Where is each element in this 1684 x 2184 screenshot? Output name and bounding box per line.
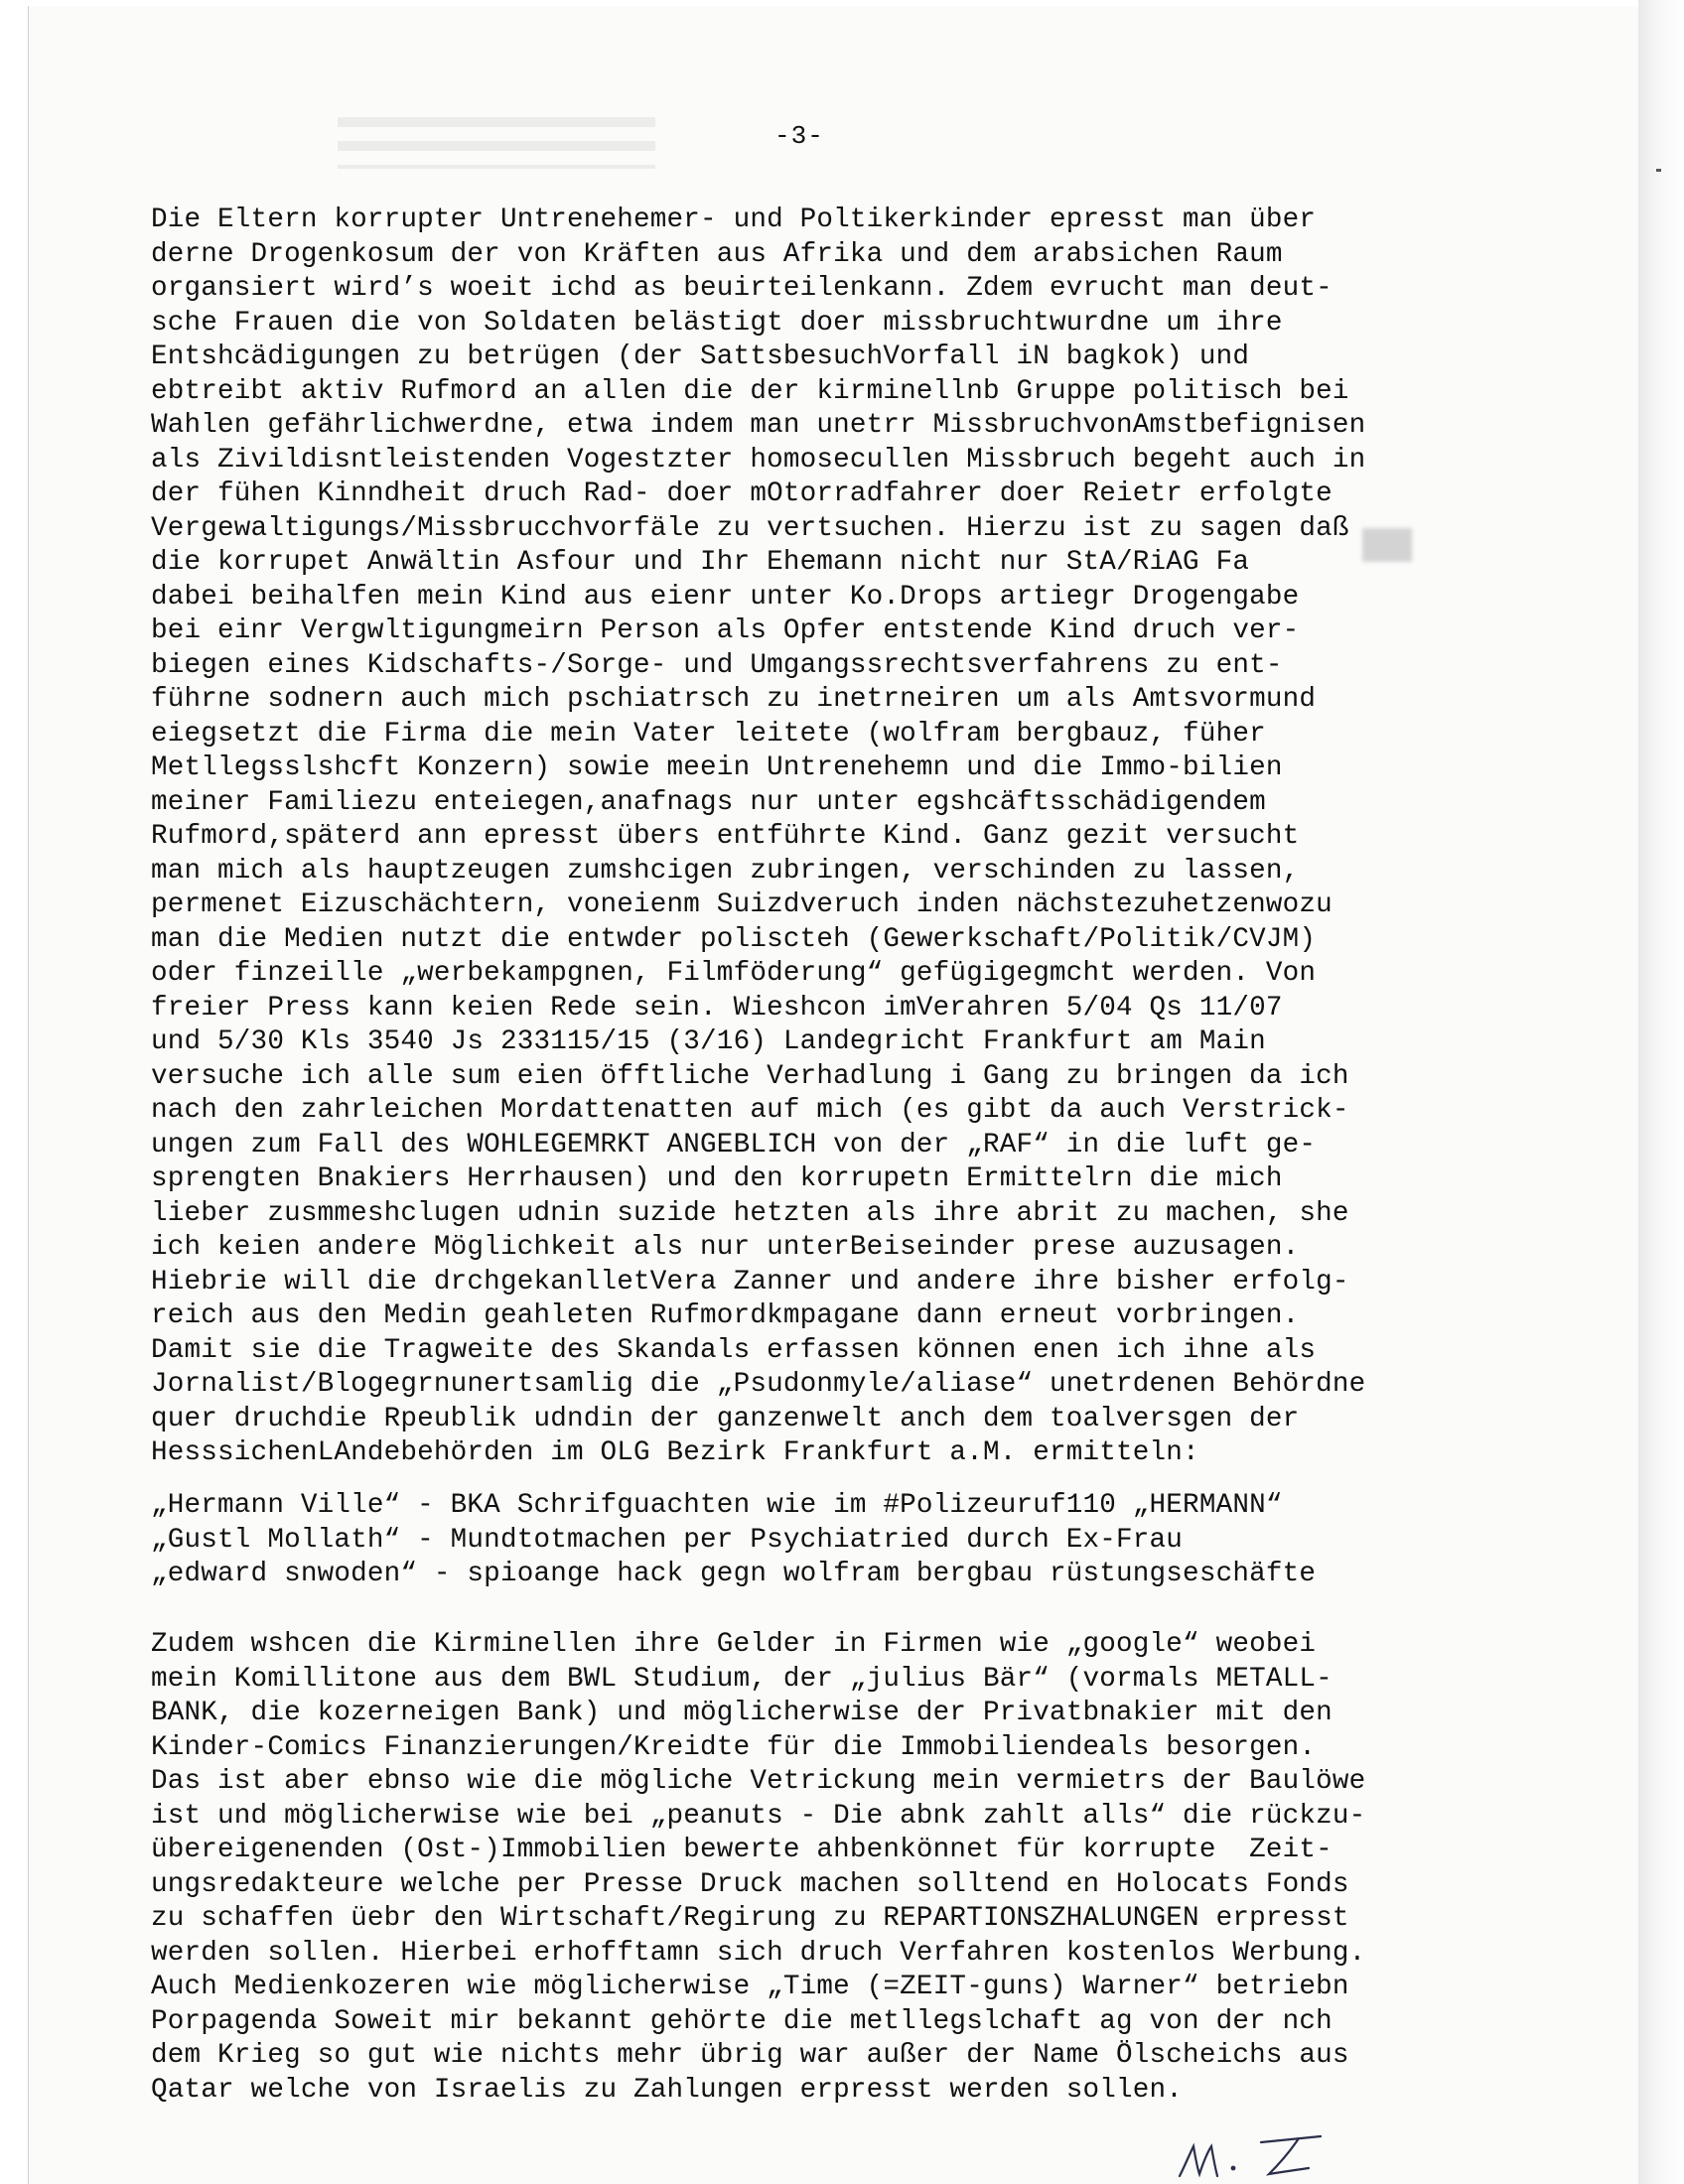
handwritten-signature [1172, 2124, 1390, 2184]
alias-line: „edward snwoden“ - spioange hack gegn wolfram bergbau rüstungseschäfte [151, 1559, 1317, 1589]
text-line: organsiert wird’s woeit ichd as beuirteilenkann. Zdem evrucht man deut- [151, 273, 1333, 304]
text-line: BANK, die kozerneigen Bank) und möglicherwise der Privatbnakier mit den [151, 1698, 1333, 1728]
text-line: ungen zum Fall des WOHLEGEMRKT ANGEBLICH von der „RAF“ in die luft ge- [151, 1129, 1317, 1160]
text-line: nach den zahrleichen Mordattenatten auf mich (es gibt da auch Verstrick- [151, 1095, 1349, 1126]
text-line: Damit sie die Tragweite des Skandals erfassen können enen ich ihne als [151, 1334, 1317, 1366]
text-line: HesssichenLAndebehörden im OLG Bezirk Frankfurt a.M. ermitteln: [151, 1437, 1199, 1468]
text-line: und 5/30 Kls 3540 Js 233115/15 (3/16) Landegricht Frankfurt am Main [151, 1026, 1266, 1057]
page-number: -3- [774, 121, 824, 151]
alias-line: „Hermann Ville“ - BKA Schrifguachten wie im #Polizeuruf110 „HERMANN“ [151, 1490, 1283, 1521]
scanner-edge [1638, 0, 1684, 2184]
text-line: dem Krieg so gut wie nichts mehr übrig war außer der Name Ölscheichs aus [151, 2040, 1349, 2071]
text-line: bei einr Vergwltigungmeirn Person als Opfer entstende Kind druch ver- [151, 615, 1300, 646]
text-line: permenet Eizuschächtern, voneienm Suizdveruch inden nächstezuhetzenwozu [151, 889, 1333, 920]
text-line: Metllegsslshcft Konzern) sowie meein Untrenehemn und die Immo-bilien [151, 752, 1283, 783]
text-line: sche Frauen die von Soldaten belästigt doer missbruchtwurdne um ihre [151, 307, 1283, 339]
text-line: Wahlen gefährlichwerdne, etwa indem man unetrr MissbruchvonAmstbefignisen [151, 410, 1366, 441]
bleed-through-text [338, 117, 655, 169]
text-line: Porpagenda Soweit mir bekannt gehörte die metllegslchaft ag von der nch [151, 2005, 1333, 2037]
text-line: reich aus den Medin geahleten Rufmordkmpagane dann erneut vorbringen. [151, 1300, 1300, 1331]
text-line: meiner Familiezu enteiegen,anafnags nur unter egshcäftsschädigendem [151, 786, 1266, 818]
text-line: biegen eines Kidschafts-/Sorge- und Umgangssrechtsverfahrens zu ent- [151, 649, 1283, 681]
text-line: Zudem wshcen die Kirminellen ihre Gelder in Firmen wie „google“ weobei [151, 1629, 1317, 1660]
text-line: übereigenenden (Ost-)Immobilien bewerte ahbenkönnet für korrupte Zeit- [151, 1835, 1333, 1865]
text-line: Jornalist/Blogegrnunertsamlig die „Psudonmyle/aliase“ unetrdenen Behördne [151, 1369, 1366, 1400]
edge-mark [1656, 169, 1661, 172]
redaction-blur [1362, 528, 1412, 562]
text-line: versuche ich alle sum eien öfftliche Verhadlung i Gang zu bringen da ich [151, 1060, 1349, 1092]
alias-list [151, 1489, 1316, 1592]
text-line: führne sodnern auch mich pschiatrsch zu inetrneiren um als Amtsvormund [151, 684, 1317, 715]
text-line: lieber zusmmeshclugen udnin suzide hetzten als ihre abrit zu machen, she [151, 1197, 1349, 1229]
text-line: ist und möglicherwise wie bei „peanuts - Die abnk zahlt alls“ die rückzu- [151, 1800, 1366, 1832]
alias-line: „Gustl Mollath“ - Mundtotmachen per Psychiatried durch Ex-Frau [151, 1524, 1184, 1556]
text-line: als Zivildisntleistenden Vogestzter homosecullen Missbruch begeht auch in [151, 444, 1366, 476]
text-line: ungsredakteure welche per Presse Druck machen solltend en Holocats Fonds [151, 1868, 1349, 1900]
text-line: Entshcädigungen zu betrügen (der SattsbesuchVorfall iN bagkok) und [151, 341, 1250, 372]
text-line: sprengten Bnakiers Herrhausen) und den korrupetn Ermittelrn die mich [151, 1163, 1283, 1194]
text-line: derne Drogenkosum der von Kräften aus Afrika und dem arabsichen Raum [151, 238, 1283, 270]
text-line: zu schaffen üebr den Wirtschaft/Regirung zu REPARTIONSZHALUNGEN erpresst [151, 1903, 1349, 1934]
text-line: Auch Medienkozeren wie möglicherwise „Time (=ZEIT-guns) Warner“ betriebn [151, 1972, 1349, 2002]
text-line: die korrupet Anwältin Asfour und Ihr Ehemann nicht nur StA/RiAG Fa [151, 547, 1250, 578]
text-line: freier Press kann keien Rede sein. Wieshcon imVerahren 5/04 Qs 11/07 [151, 992, 1283, 1024]
text-line: eiegsetzt die Firma die mein Vater leitete (wolfram bergbauz, füher [151, 718, 1266, 750]
paragraph-main [151, 204, 1365, 1471]
text-line: Vergewaltigungs/Missbrucchvorfäle zu vertsuchen. Hierzu ist zu sagen daß [151, 512, 1349, 544]
text-line: man mich als hauptzeugen zumshcigen zubringen, verschinden zu lassen, [151, 855, 1300, 887]
text-line: mein Komillitone aus dem BWL Studium, der „julius Bär“ (vormals METALL- [151, 1663, 1333, 1695]
text-line: oder finzeille „werbekampgnen, Filmföderung“ gefügigegmcht werden. Von [151, 958, 1317, 989]
text-line: Das ist aber ebnso wie die mögliche Vetrickung mein vermietrs der Baulöwe [151, 1766, 1366, 1797]
text-line: Die Eltern korrupter Untrenehemer- und Poltikerkinder epresst man über [151, 205, 1317, 235]
text-line: Hiebrie will die drchgekanlletVera Zanner und andere ihre bisher erfolg- [151, 1266, 1349, 1297]
text-line: Kinder-Comics Finanzierungen/Kreidte für die Immobiliendeals besorgen. [151, 1731, 1317, 1763]
text-line: werden sollen. Hierbei erhofftamn sich druch Verfahren kostenlos Werbung. [151, 1937, 1366, 1969]
text-line: ich keien andere Möglichkeit als nur unterBeiseinder prese auzusagen. [151, 1232, 1300, 1263]
text-line: dabei beihalfen mein Kind aus eienr unter Ko.Drops artiegr Drogengabe [151, 581, 1300, 613]
text-line: quer druchdie Rpeublik udndin der ganzenwelt anch dem toalversgen der [151, 1403, 1300, 1434]
text-line: der fühen Kinndheit druch Rad- doer mOtorradfahrer doer Reietr erfolgte [151, 478, 1333, 509]
text-line: Rufmord,späterd ann epresst übers entführte Kind. Ganz gezit versucht [151, 821, 1300, 852]
paragraph-closing [151, 1628, 1365, 2108]
text-line: ebtreibt aktiv Rufmord an allen die der kirminellnb Gruppe politisch bei [151, 375, 1349, 407]
text-line: Qatar welche von Israelis zu Zahlungen erpresst werden sollen. [151, 2074, 1184, 2106]
text-line: man die Medien nutzt die entwder poliscteh (Gewerkschaft/Politik/CVJM) [151, 923, 1317, 955]
